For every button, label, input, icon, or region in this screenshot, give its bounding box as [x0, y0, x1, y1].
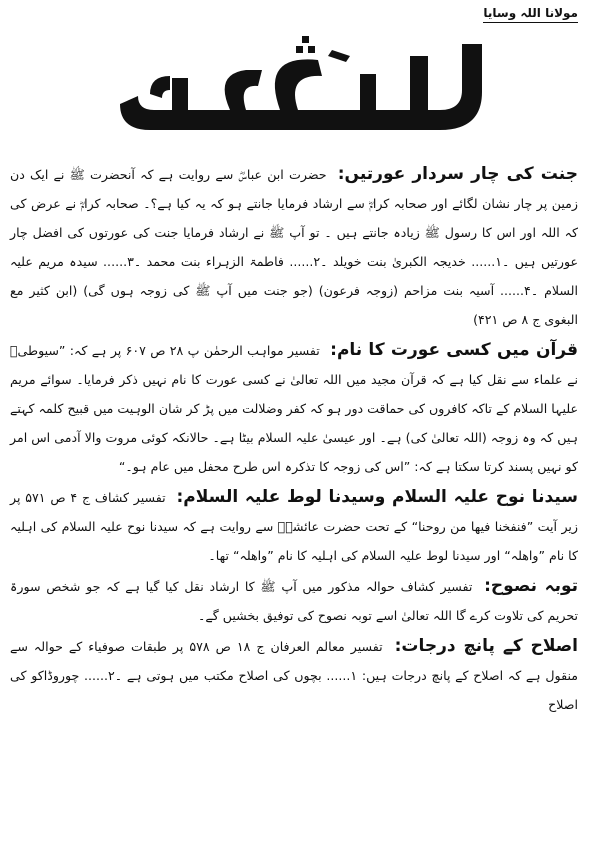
title-banner: [110, 34, 490, 138]
author-name: مولانا اللہ وسایا: [483, 6, 578, 23]
section-text: حضرت ابن عباسؓ سے روایت ہے کہ آنحضرت ﷺ نے ایک دن زمین پر چار نشان لگائے اور صحابہ کرامؓ سے ارشاد فرمایا جانتے ہو کہ یہ کیا ہے؟۔ صحابہ کرامؓ نے عرض کی کہ اللہ اور اس کا رسول ﷺ زیادہ جانتے ہیں ۔ تو آپ ﷺ نے ارشاد فرمایا جنت کی عورتوں کی افضل چار عورتیں ہیں ۔۱...... خدیجہ الکبریٰ بنت خویلد ۔۲...... فاطمۃ الزہراء بنت محمد ۔۳...... سیدہ مریم علیہ السلام ۔۴...... آسیہ بنت مزاحم (زوجہ فرعون) (جو جنت میں آپ ﷺ کی زوجہ ہوں گی) (ابن کثیر مع البغوی ج ۸ ص ۴۲۱): [10, 167, 578, 327]
paragraph: [10, 336, 578, 481]
article-body: [10, 160, 578, 721]
paragraph: [10, 572, 578, 630]
section-text: تفسیر کشاف ج ۴ ص ۵۷۱ پر زیر آیت ”فنفخنا فیھا من روحنا“ کے تحت حضرت عائشہؓ سے روایت ہے کہ سیدنا نوح علیہ السلام کی اہلیہ کا نام ”واھلہ“ اور سیدنا لوط علیہ السلام کی اہلیہ کا نام ”واھلہ“ تھا۔: [10, 490, 578, 563]
section-four-women: [10, 160, 578, 334]
section-heading: قرآن میں کسی عورت کا نام:: [330, 340, 578, 360]
section-heading: جنت کی چار سردار عورتیں:: [337, 164, 578, 184]
section-woman-name-quran: [10, 336, 578, 481]
section-text: تفسیر معالم العرفان ج ۱۸ ص ۵۷۸ پر طبقات صوفیاء کے حوالہ سے منقول ہے کہ اصلاح کے پانچ درجات ہیں: ۱...... بچوں کی اصلاح مکتب میں ہوتی ہے ۔۲...... چوروڈاکو کی اصلاح: [10, 639, 578, 712]
section-heading: اصلاح کے پانچ درجات:: [394, 636, 578, 656]
section-nuh-lut: [10, 483, 578, 570]
section-heading: سیدنا نوح علیہ السلام وسیدنا لوط علیہ السلام:: [176, 487, 578, 507]
paragraph: [10, 160, 578, 334]
section-heading: توبہ نصوح:: [484, 576, 578, 596]
section-text: تفسیر مواہب الرحمٰن پ ۲۸ ص ۶۰۷ پر ہے کہ: ”سیوطیؒ نے علماء سے نقل کیا ہے کہ قرآن مجید میں اللہ تعالیٰ نے کسی عورت کا نام نہیں ذکر فرمایا۔ سوائے مریم علیہا السلام کے تاکہ کافروں کی حماقت دور ہو کہ کفر وضلالت میں پڑ کر شان الوہیت میں قبیح کلمہ کہتے ہیں کہ وہ زوجہ (اللہ تعالیٰ کی) ہے۔ اور عیسیٰ علیہ السلام بیٹا ہے۔ حالانکہ کوئی مروت والا آدمی اس امر کو نہیں پسند کرتا سکتا ہے کہ: ”اس کی زوجہ کا تذکرہ اس طرح محفل میں عام ہو۔“: [10, 343, 578, 474]
banner-title-graphic: [110, 34, 490, 138]
paragraph: [10, 483, 578, 570]
paragraph: [10, 632, 578, 719]
section-tauba-nasuh: [10, 572, 578, 630]
section-text: تفسیر کشاف حوالہ مذکور میں آپ ﷺ کا ارشاد نقل کیا گیا ہے کہ جو شخص سورۃ تحریم کی تلاوت کرے گا اللہ تعالیٰ اسے توبہ نصوح کی توفیق بخشیں گے۔: [10, 579, 578, 623]
section-five-levels: [10, 632, 578, 719]
